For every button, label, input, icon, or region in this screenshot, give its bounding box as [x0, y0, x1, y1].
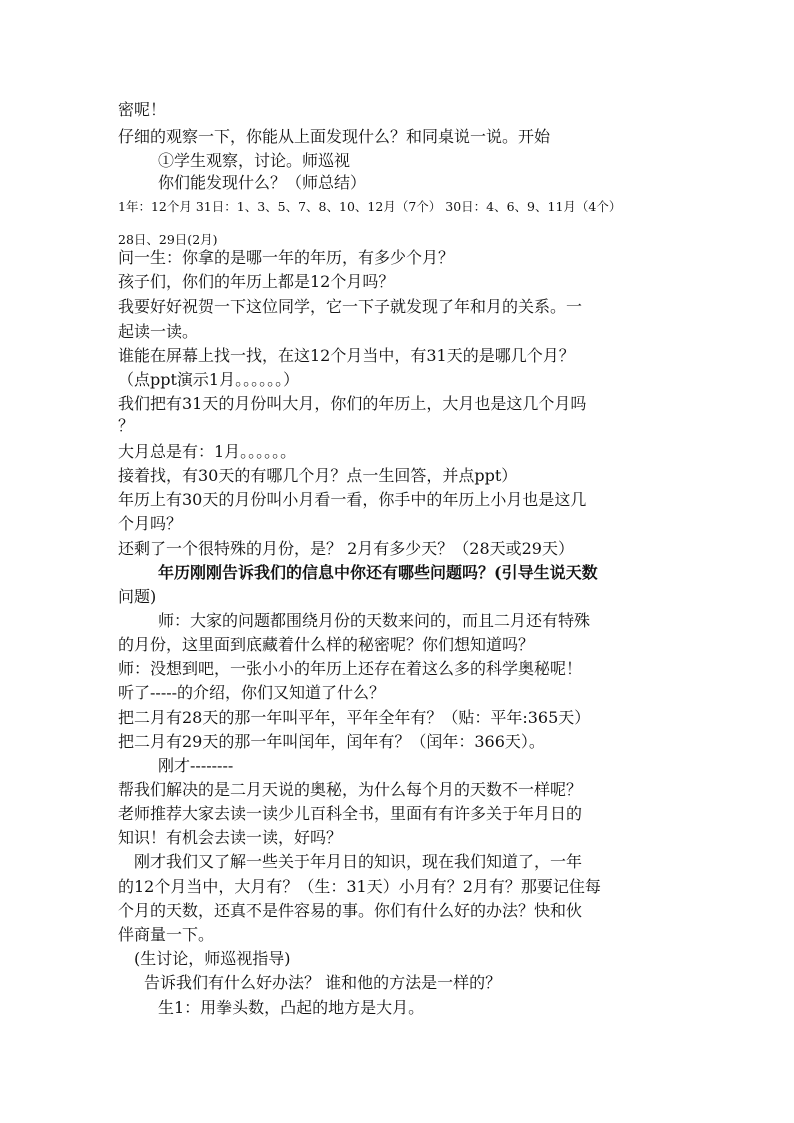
text-line: 我们把有31天的月份叫大月，你们的年历上，大月也是这几个月吗: [118, 394, 587, 413]
text-line: 我要好好祝贺一下这位同学，它一下子就发现了年和月的关系。一: [118, 297, 583, 316]
text-line: 1年：12个月 31日：1、3、5、7、8、10、12月（7个） 30日：4、6、9、11月（4个）: [118, 199, 622, 214]
text-line: 起读一读。: [118, 322, 199, 341]
text-line: 年历上有30天的月份叫小月看一看，你手中的年历上小月也是这几: [118, 490, 587, 509]
text-line: 刚才我们又了解一些关于年月日的知识，现在我们知道了，一年: [134, 852, 583, 871]
text-line: 大月总是有：1月。。。。。。: [118, 442, 297, 461]
text-line: 你们能发现什么？（师总结）: [158, 173, 367, 192]
text-line: 刚才--------: [158, 756, 234, 775]
text-line: 接着找，有30天的有哪几个月？点一生回答，并点ppt）: [118, 466, 518, 485]
text-line: 把二月有28天的那一年叫平年，平年全年有？（贴：平年:365天）: [118, 708, 591, 727]
text-line: (生讨论，师巡视指导): [134, 949, 291, 968]
text-line: 听了-----的介绍，你们又知道了什么？: [118, 683, 386, 702]
text-line: 谁能在屏幕上找一找，在这12个月当中，有31天的是哪几个月？: [118, 346, 575, 365]
text-line: 帮我们解决的是二月天说的奥秘，为什么每个月的天数不一样呢？: [118, 780, 583, 799]
text-line: 个月的天数，还真不是件容易的事。你们有什么好的办法？快和伙: [118, 901, 583, 920]
text-line: 伴商量一下。: [118, 925, 215, 944]
text-line: 生1：用拳头数，凸起的地方是大月。: [158, 998, 425, 1017]
text-line: 知识！有机会去读一读，好吗？: [118, 828, 343, 847]
text-line: 告诉我们有什么好办法？ 谁和他的方法是一样的？: [144, 973, 502, 992]
text-line: 的月份，这里面到底藏着什么样的秘密呢？你们想知道吗？: [118, 635, 535, 654]
text-line: 问题): [118, 587, 157, 606]
text-line: （点ppt演示1月。。。。。。）: [118, 370, 300, 389]
text-line: 老师推荐大家去读一读少儿百科全书，里面有有许多关于年月日的: [118, 804, 583, 823]
text-line: 年历刚刚告诉我们的信息中你还有哪些问题吗？(引导生说天数: [158, 563, 598, 582]
text-line: 孩子们，你们的年历上都是12个月吗？: [118, 272, 395, 291]
text-line: 个月吗？: [118, 514, 183, 533]
text-line: ？: [118, 416, 135, 435]
text-line: 的12个月当中，大月有？（生：31天）小月有？2月有？那要记住每: [118, 877, 601, 896]
text-line: 密呢！: [118, 100, 167, 119]
text-line: 问一生：你拿的是哪一年的年历，有多少个月？: [118, 248, 455, 267]
text-line: ①学生观察，讨论。师巡视: [158, 151, 351, 170]
text-line: 28日、29日(2月): [118, 232, 218, 247]
text-line: 仔细的观察一下，你能从上面发现什么？和同桌说一说。开始: [118, 127, 551, 146]
text-line: 师：没想到吧，一张小小的年历上还存在着这么多的科学奥秘呢！: [118, 659, 583, 678]
text-line: 师：大家的问题都围绕月份的天数来问的，而且二月还有特殊: [158, 611, 591, 630]
text-line: 把二月有29天的那一年叫闰年，闰年有？（闰年：366天）。: [118, 732, 545, 751]
text-line: 还剩了一个很特殊的月份，是？ 2月有多少天？（28天或29天）: [118, 539, 574, 558]
